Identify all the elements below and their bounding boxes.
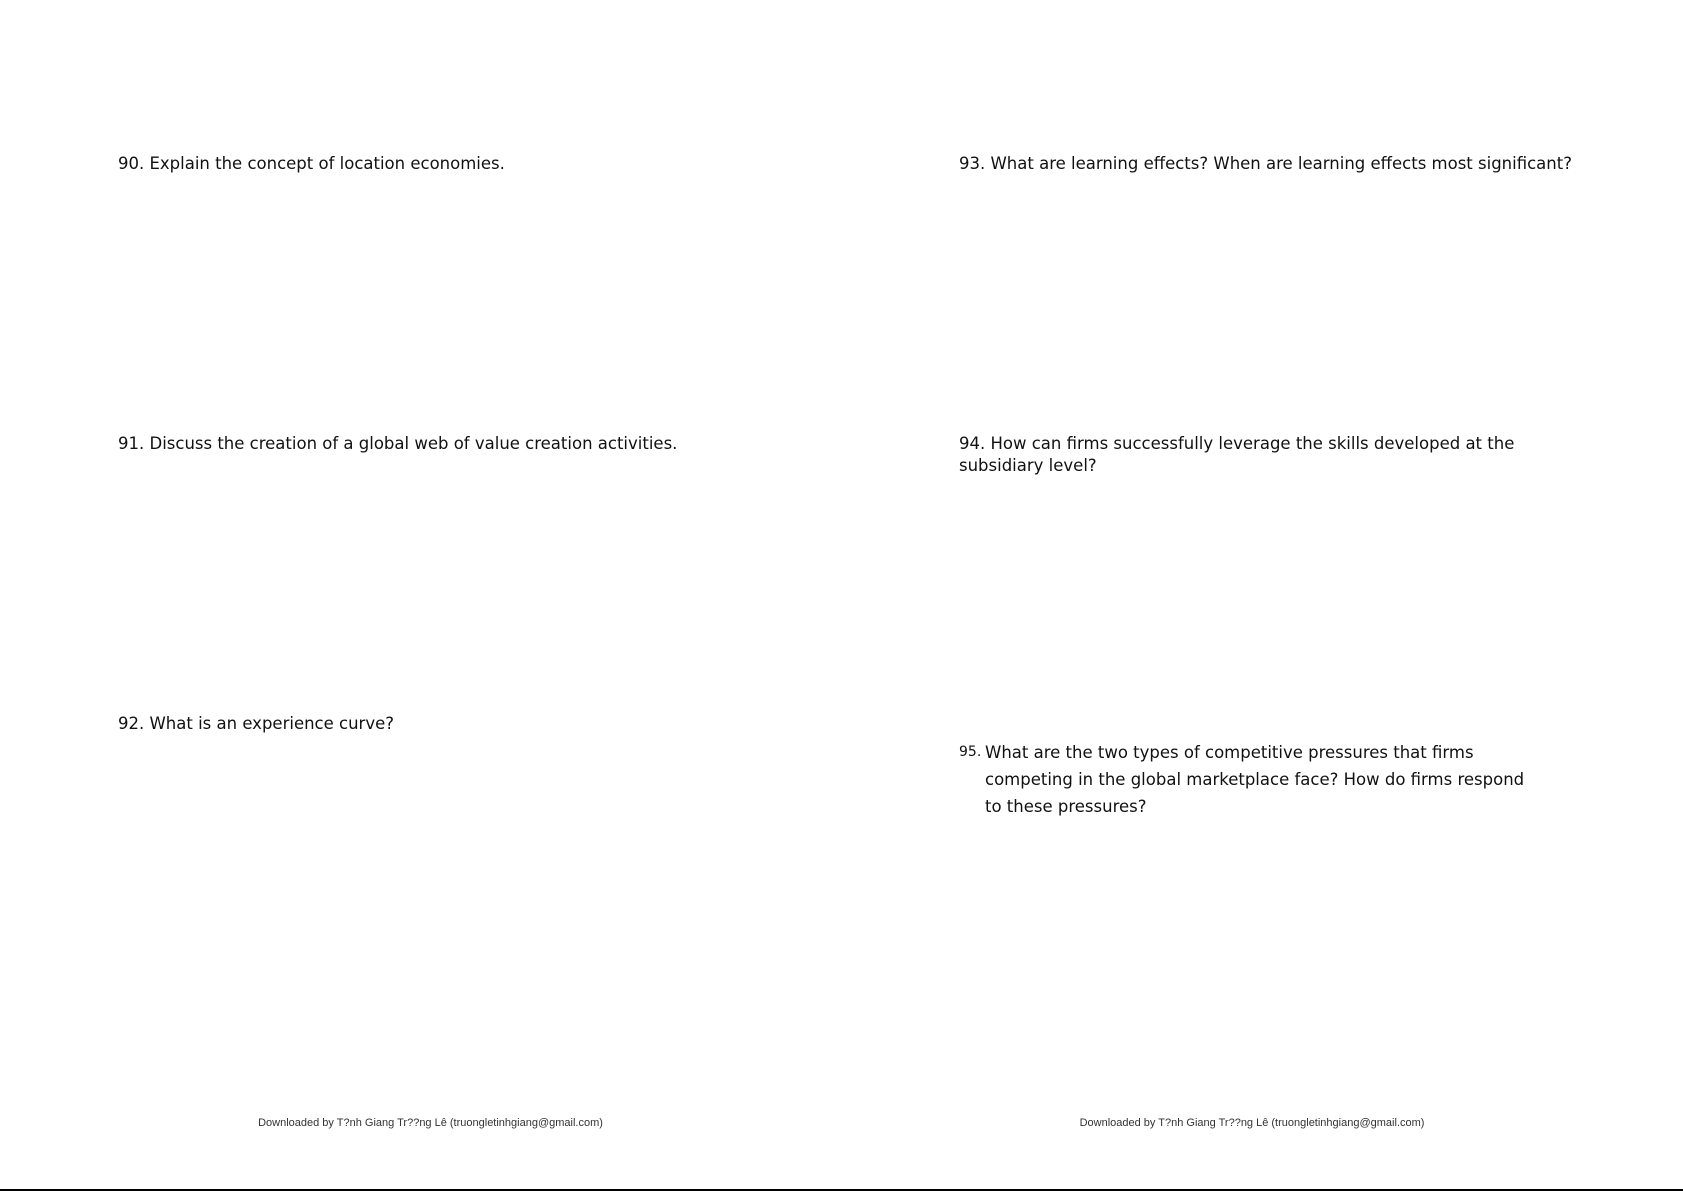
question-95-number: 95. (959, 744, 982, 760)
right-page (841, 0, 1683, 1191)
question-95-text: What are the two types of competitive pressures that firms competing in the global marketplace face? How do firms respond to these pressures? (985, 743, 1525, 816)
question-93: 93. What are learning effects? When are learning effects most significant? (959, 154, 1572, 173)
question-92: 92. What is an experience curve? (118, 714, 395, 733)
download-footer: Downloaded by T?nh Giang Tr??ng Lê (truongletinhgiang@gmail.com) (1079, 1117, 1425, 1129)
question-94: 94. How can firms successfully leverage the skills developed at the subsidiary level? (959, 434, 1515, 475)
download-footer: Downloaded by T?nh Giang Tr??ng Lê (truongletinhgiang@gmail.com) (258, 1117, 603, 1129)
question-95 (959, 739, 1539, 820)
question-91: 91. Discuss the creation of a global web of value creation activities. (118, 434, 678, 453)
question-90: 90. Explain the concept of location economies. (118, 154, 505, 173)
left-page (0, 0, 841, 1191)
